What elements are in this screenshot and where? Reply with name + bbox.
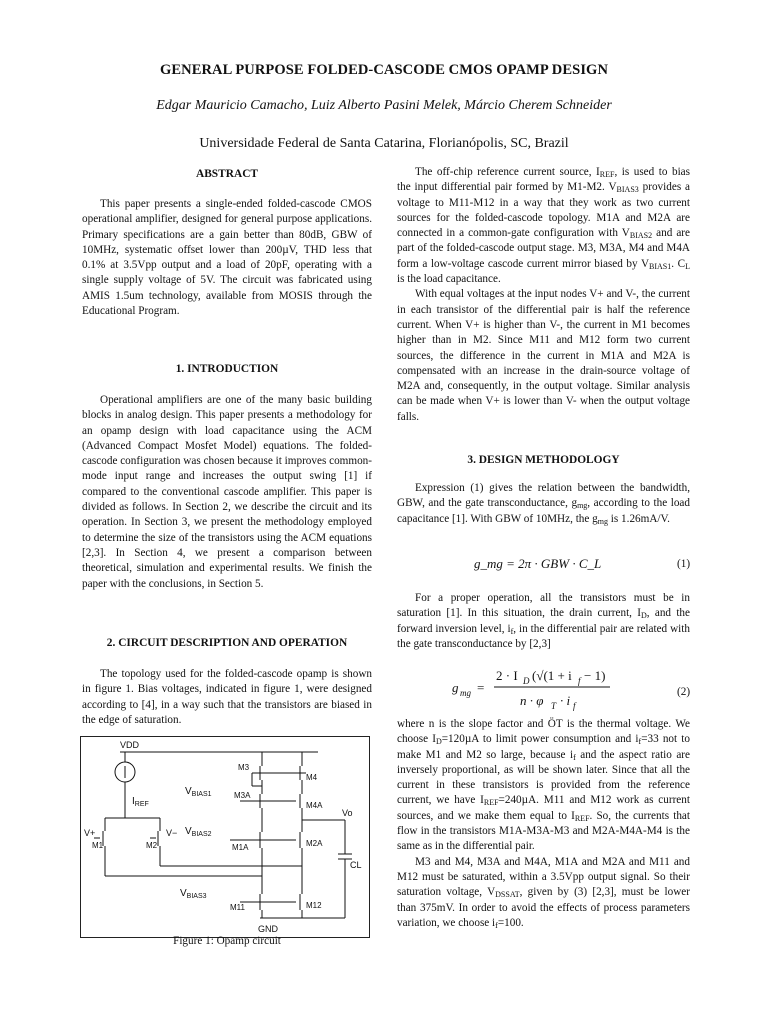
iref-label: $I_{REF}$ (132, 796, 149, 808)
equation-2 (450, 660, 620, 714)
abstract-body: This paper presents a single-ended folded-cascode CMOS operational amplifier, designed for general purpose applications. Primary specifications are a gain better than 80dB, GBW of 10MHz, systematic offset lower than 200µV, THD less that 0.1% at 3.5Vpp output and a load of 20pF, operating with a single supply voltage of 5V. The circuit was fabricated using AMIS 1.5um technology, available from MOSIS through the Educational Program. (82, 198, 372, 318)
svg-text:f: f (573, 701, 576, 711)
intro-body: Operational amplifiers are one of the many basic building blocks in analog design. This paper presents a methodology for an opamp design with load capacitance using the ACM (Advanced Compact Mosfet Model) equations. The folded-cascode configuration was chosen because it improves common-mode input range and increases the output swing [1] if compared to the conventional cascode amplifier. This paper is divided as follows. In Section 2, we describe the circuit and its operation. In Section 3, we present the methodology employed to determine the size of the transistors using the ACM equations [2,3]. In Section 4, we present a comparison between theoretical, simulation and experimental results. We finish the paper with the conclusions, in Section 5. (82, 394, 372, 590)
paper-title: GENERAL PURPOSE FOLDED-CASCODE CMOS OPAMP DESIGN (159, 62, 609, 78)
circuit-body-continued: The off-chip reference current source, $I_{REF}$, is used to bias the input differential pair formed by M1-M2. $V_{BIAS3}$ provides a voltage to M11-M12 in a way that they work as two current sources for the folded-cascode topology. M1A and M2A are connected in a common-gate configuration with $V_{BIAS2}$ and are part of the folded-cascode output stage. M3, M3A, M4 and M4A form a low-voltage cascode current mirror biased by $V_{BIAS1}$. $C_L$ is the load capacitance. With equal voltages at the input nodes V+ and V-, the current in each transistor of the differential pair is half the reference current. When V+ is higher than V-, the current in M1 becomes higher than in M2. Since M11 and M12 form two current sources, the difference in the current in M1A and M2A is compensated with an increase in the drain-source voltage of M2A and, consequently, in the output voltage. Similar analysis can be made when V+ is lower than V- when the output voltage falls. (397, 166, 691, 423)
svg-text:− 1): − 1) (584, 668, 606, 683)
vo-label: Vo (342, 808, 353, 818)
vplus-label: V+ (84, 828, 96, 838)
svg-text:f: f (578, 676, 581, 686)
opamp-circuit-figure (80, 736, 370, 938)
design-body-2: For a proper operation, all the transistors must be in saturation [1]. In this situation, the drain current, $I_D$, and the forward inversion level, $i_f$, in the differential pair are related with the gate transconductance by [2,3] (397, 592, 690, 650)
m1a-label: M1A (232, 843, 249, 852)
abstract-heading: ABSTRACT (195, 168, 259, 180)
svg-text:g: g (452, 680, 459, 695)
svg-text:n · φ: n · φ (520, 693, 544, 708)
m2a-label: M2A (306, 839, 323, 848)
m4a-label: M4A (306, 801, 323, 810)
svg-text:(√(1 + i: (√(1 + i (532, 668, 572, 683)
paper-authors: Edgar Mauricio Camacho, Luiz Alberto Pasini Melek, Márcio Cherem Schneider (156, 98, 612, 113)
intro-heading: 1. INTRODUCTION (175, 363, 279, 375)
svg-text:mg: mg (460, 688, 471, 698)
cl-label: CL (350, 860, 362, 870)
equation-2-number: (2) (677, 686, 691, 698)
m11-label: M11 (230, 903, 245, 912)
m1-label: M1 (92, 841, 104, 850)
equation-1-number: (1) (677, 558, 691, 570)
figure-caption: Figure 1: Opamp circuit (173, 935, 281, 947)
vbias1-label: $V_{BIAS1}$ (185, 786, 212, 798)
figure-frame (81, 737, 370, 938)
m2-label: M2 (146, 841, 158, 850)
m12-label: M12 (306, 901, 322, 910)
svg-text:D: D (523, 676, 530, 686)
design-body-3: where n is the slope factor and ÖT is the thermal voltage. We choose $I_D=120\mu A$ to limit power consumption and $i_f=33$ not to make M1 and M2 so large, because $i_f$ and the aspect ratio are inversely proportional, as will be shown later. Since that all the current in these transistors is provided from the reference current, we have $I_{REF}=240\mu A$. M11 and M12 work as current sources, and we make them equal to $I_{REF}$. So, the currents that flow in the transistors M1A-M3A-M3 and M2A-M4A-M4 is the same as in the differential pair. M3 and M4, M3A and M4A, M1A and M2A and M11 and M12 must be saturated, within a 3.5Vpp output signal. So their saturation voltage, $V_{DSSAT}$, given by (3) [2,3], must be lower than 375mV. In order to avoid the effects of process parameters variation, we choose $i_f=100$. (397, 718, 690, 930)
svg-text:=: = (477, 680, 485, 695)
design-heading: 3. DESIGN METHODOLOGY (467, 454, 620, 466)
vdd-label: VDD (120, 740, 140, 750)
design-body-1: Expression (1) gives the relation between the bandwidth, GBW, and the gate transconductance, $g_{mg}$, according to the load capacitance [1]. With GBW of 10MHz, the $g_{mg}$ is 1.26mA/V. (397, 482, 690, 526)
vbias2-label: $V_{BIAS2}$ (185, 826, 212, 838)
svg-text:2 · I: 2 · I (496, 668, 518, 683)
vminus-label: V− (166, 828, 178, 838)
equation-1: g_mg = 2π · GBW · C_L (474, 556, 602, 571)
m4-label: M4 (306, 773, 318, 782)
m3-label: M3 (238, 763, 250, 772)
gnd-label: GND (258, 924, 278, 934)
svg-text:T: T (551, 701, 557, 711)
m3a-label: M3A (234, 791, 251, 800)
vbias3-label: $V_{BIAS3}$ (180, 888, 207, 900)
svg-text:· i: · i (560, 693, 571, 708)
circuit-body: The topology used for the folded-cascode opamp is shown in figure 1. Bias voltages, indicated in figure 1, were designed according to [4], in a way such that the transistors are biased in the edge of saturation. (82, 668, 372, 726)
paper-affiliation: Universidade Federal de Santa Catarina, Florianópolis, SC, Brazil (199, 136, 569, 151)
circuit-heading: 2. CIRCUIT DESCRIPTION AND OPERATION (106, 637, 348, 649)
